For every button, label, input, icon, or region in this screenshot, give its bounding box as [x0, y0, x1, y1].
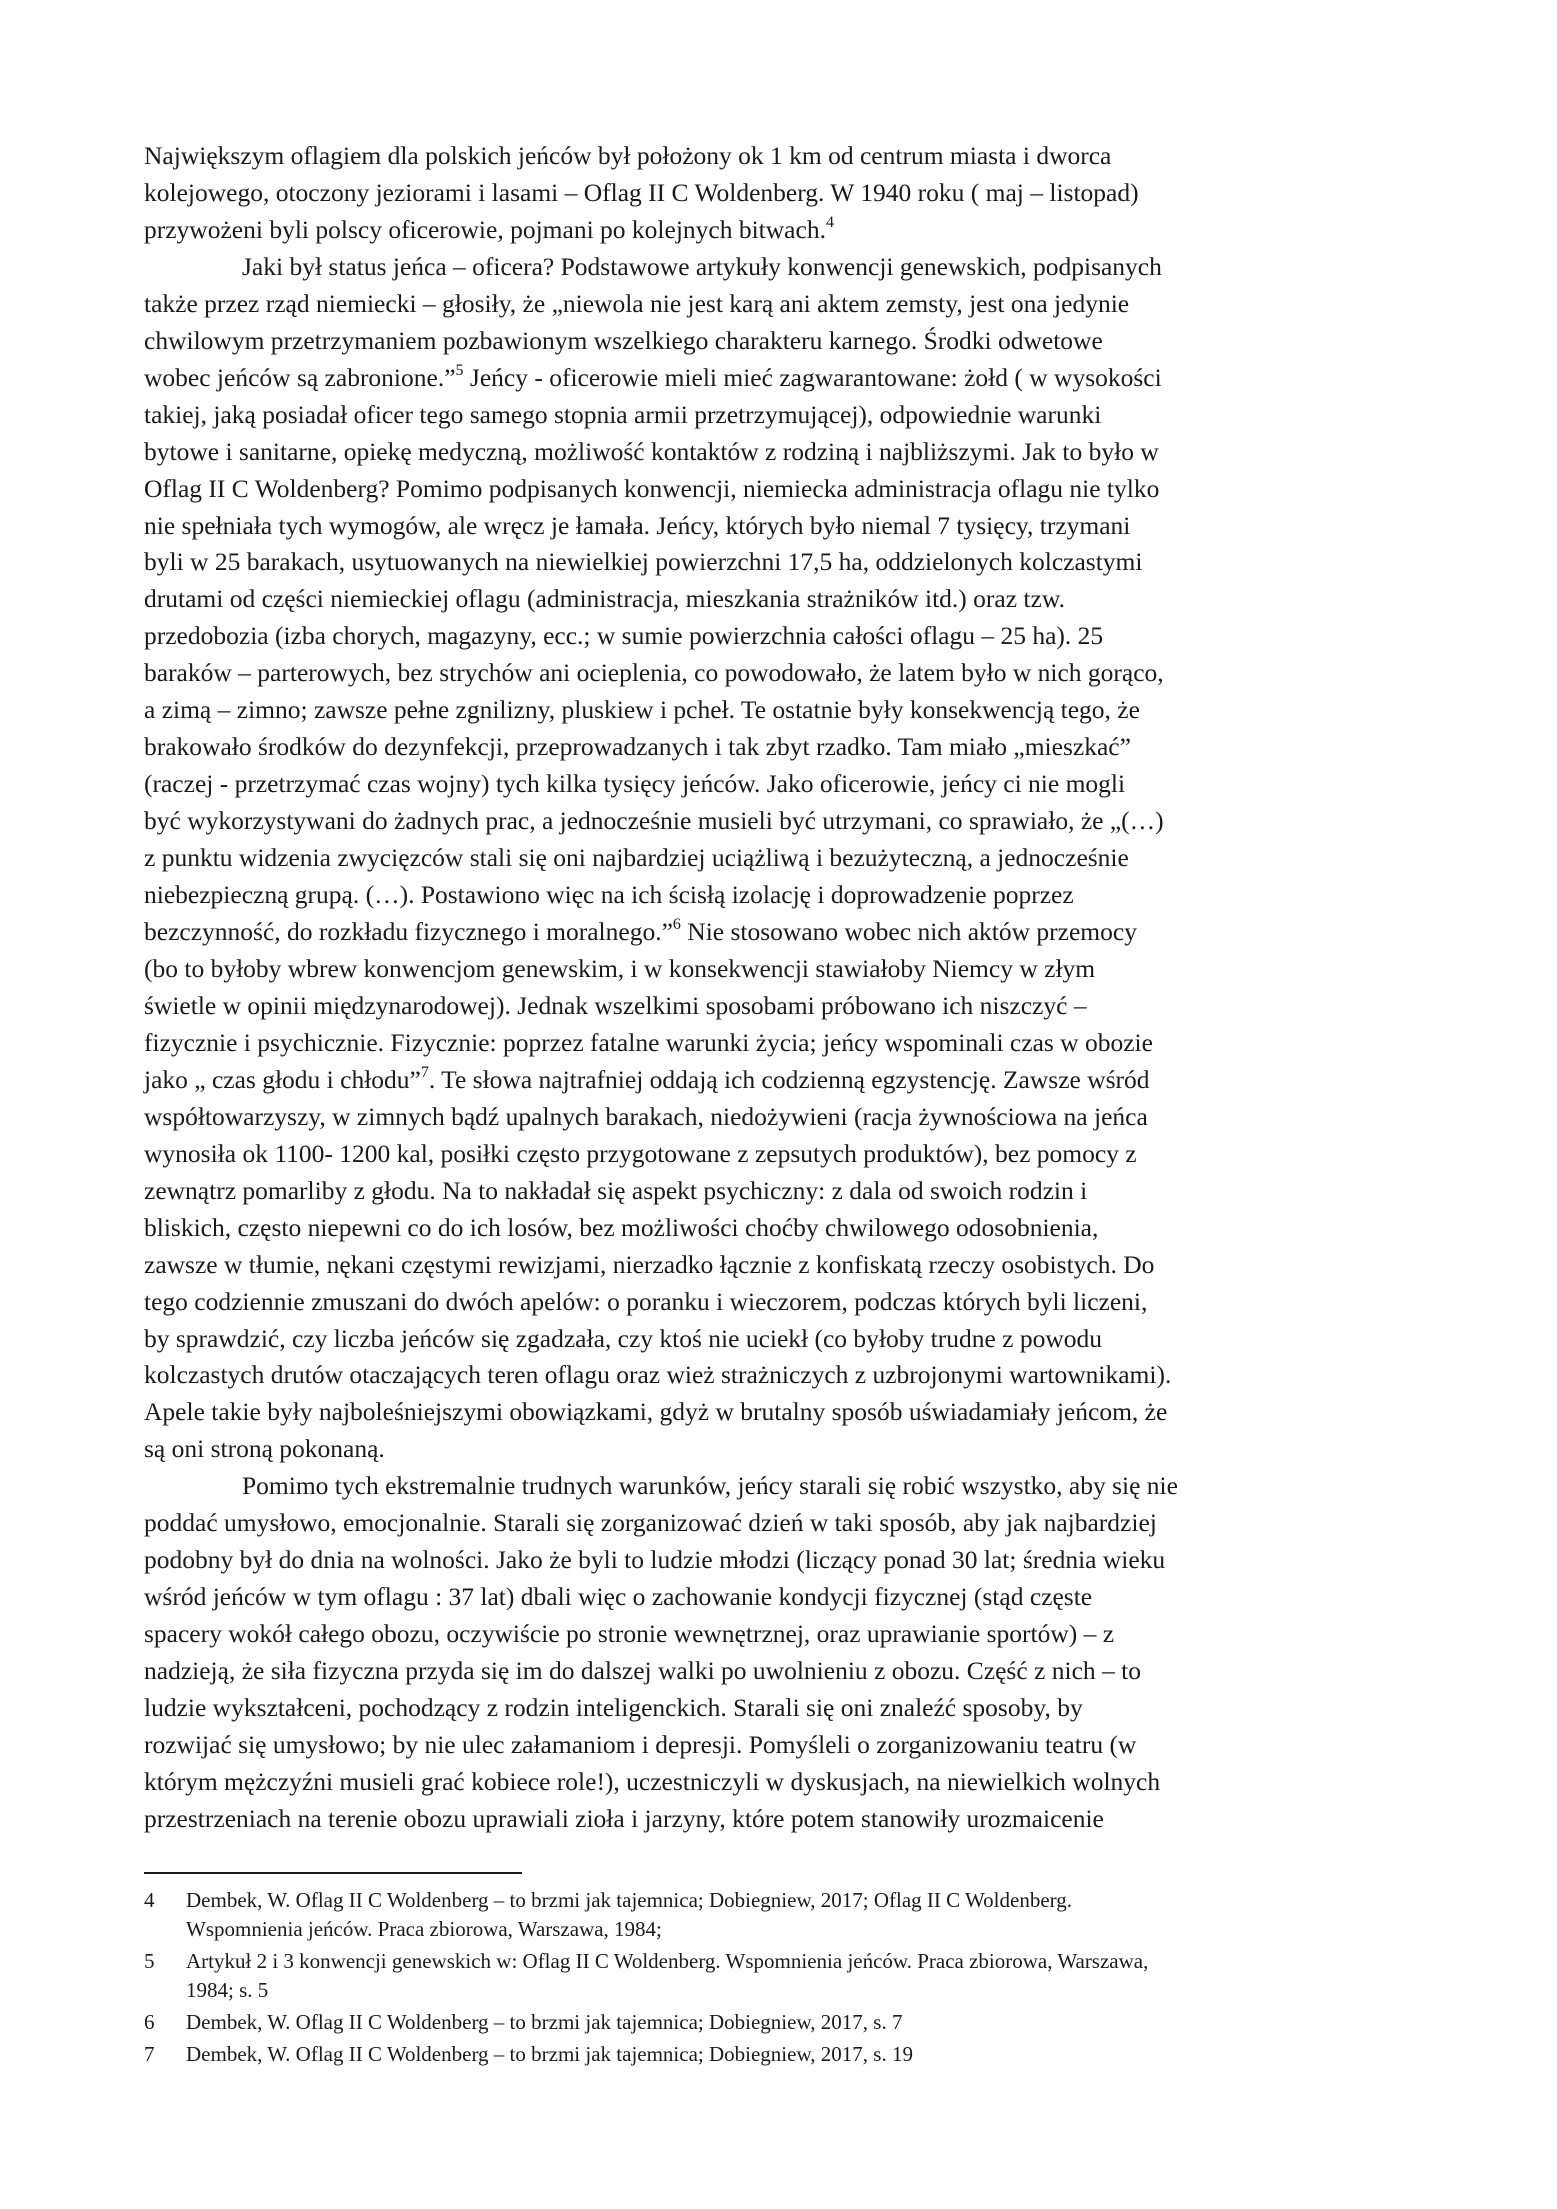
body-text	[144, 138, 1434, 1838]
text-segment: są oni stroną pokonaną.	[144, 1434, 385, 1464]
text-segment: Pomimo tych ekstremalnie trudnych warunków, jeńcy starali się robić wszystko, aby się nie	[242, 1471, 1178, 1501]
footnote-number: 7	[144, 2042, 155, 2066]
text-line	[144, 175, 1434, 212]
text-segment: . Te słowa najtrafniej oddają ich codzienną egzystencję. Zawsze wśród	[428, 1064, 1150, 1094]
text-line	[144, 1579, 1434, 1616]
text-segment: wśród jeńców w tym oflagu : 37 lat) dbali więc o zachowanie kondycji fizycznej (stąd częste	[144, 1582, 1093, 1612]
text-line	[144, 766, 1434, 803]
text-line	[144, 323, 1434, 360]
text-segment: współtowarzyszy, w zimnych bądź upalnych barakach, niedożywieni (racja żywnościowa na jeńca	[144, 1101, 1148, 1131]
text-segment: Oflag II C Woldenberg? Pomimo podpisanych konwencji, niemiecka administracja oflagu nie tylko	[144, 473, 1160, 503]
text-segment: Jaki był status jeńca – oficera? Podstawowe artykuły konwencji genewskich, podpisanych	[242, 251, 1162, 281]
text-segment: przywożeni byli polscy oficerowie, pojmani po kolejnych bitwach.	[144, 214, 826, 244]
text-line	[144, 951, 1434, 988]
text-line	[144, 1431, 1434, 1468]
text-line	[144, 434, 1434, 471]
text-segment: bezczynność, do rozkładu fizycznego i moralnego.”	[144, 917, 673, 947]
text-line	[144, 1025, 1434, 1062]
text-line	[144, 803, 1434, 840]
text-line	[144, 286, 1434, 323]
text-segment: spacery wokół całego obozu, oczywiście po stronie wewnętrznej, oraz uprawianie sportów) – z	[144, 1619, 1115, 1649]
text-line	[144, 138, 1434, 175]
text-segment: byli w 25 barakach, usytuowanych na niewielkiej powierzchni 17,5 ha, oddzielonych kolczastymi	[144, 547, 1143, 577]
text-line	[144, 397, 1434, 434]
footnote-text	[186, 1947, 1434, 2005]
text-line	[144, 1764, 1434, 1801]
text-segment: być wykorzystywani do żadnych prac, a jednocześnie musieli być utrzymani, co sprawiało, że „(…)	[144, 806, 1164, 836]
text-segment: rozwijać się umysłowo; by nie ulec załamaniom i depresji. Pomyśleli o zorganizowaniu teatru (w	[144, 1729, 1137, 1759]
text-segment: przedobozia (izba chorych, magazyny, ecc.; w sumie powierzchnia całości oflagu – 25 ha). 25	[144, 621, 1104, 651]
footnote-line: Artykuł 2 i 3 konwencji genewskich w: Oflag II C Woldenberg. Wspomnienia jeńców. Praca zbiorowa, Warszawa,	[186, 1949, 1149, 1973]
text-segment: zawsze w tłumie, nękani częstymi rewizjami, nierzadko łącznie z konfiskatą rzeczy osobistych. Do	[144, 1249, 1155, 1279]
text-segment: Jeńcy - oficerowie mieli mieć zagwarantowane: żołd ( w wysokości	[463, 362, 1162, 392]
text-line	[144, 1616, 1434, 1653]
text-segment: wynosiła ok 1100- 1200 kal, posiłki często przygotowane z zepsutych produktów), bez pomocy z	[144, 1138, 1137, 1168]
text-line	[144, 1468, 1434, 1505]
text-line	[144, 1690, 1434, 1727]
text-line	[144, 1173, 1434, 1210]
text-line	[144, 618, 1434, 655]
footnote-line: Dembek, W. Oflag II C Woldenberg – to brzmi jak tajemnica; Dobiegniew, 2017, s. 19	[186, 2042, 913, 2066]
text-line	[144, 212, 1434, 249]
paragraph	[144, 249, 1434, 1468]
text-line	[144, 249, 1434, 286]
text-line	[144, 914, 1434, 951]
footnote-number: 5	[144, 1949, 155, 1973]
text-line	[144, 1505, 1434, 1542]
text-line	[144, 1394, 1434, 1431]
text-segment: z punktu widzenia zwycięzców stali się oni najbardziej uciążliwą i bezużyteczną, a jednocześnie	[144, 843, 1129, 873]
text-line	[144, 1210, 1434, 1247]
text-line	[144, 508, 1434, 545]
footnote-line: Wspomnienia jeńców. Praca zbiorowa, Warszawa, 1984;	[186, 1917, 662, 1941]
text-segment: świetle w opinii międzynarodowej). Jednak wszelkimi sposobami próbowano ich niszczyć –	[144, 990, 1087, 1020]
footnotes	[144, 1886, 1434, 2072]
paragraph	[144, 1468, 1434, 1838]
text-segment: bytowe i sanitarne, opiekę medyczną, możliwość kontaktów z rodziną i najbliższymi. Jak to było w	[144, 436, 1159, 466]
text-segment: Apele takie były najboleśniejszymi obowiązkami, gdyż w brutalny sposób uświadamiały jeńcom, że	[144, 1397, 1168, 1427]
text-line	[144, 360, 1434, 397]
text-segment: a zimą – zimno; zawsze pełne zgnilizny, pluskiew i pcheł. Te ostatnie były konsekwencją tego, że	[144, 695, 1140, 725]
text-line	[144, 655, 1434, 692]
text-segment: kolejowego, otoczony jeziorami i lasami – Oflag II C Woldenberg. W 1940 roku ( maj – listopad)	[144, 177, 1139, 207]
text-segment: nie spełniała tych wymogów, ale wręcz je łamała. Jeńcy, których było niemal 7 tysięcy, trzymani	[144, 510, 1131, 540]
text-segment: brakowało środków do dezynfekcji, przeprowadzanych i tak zbyt rzadko. Tam miało „mieszkać”	[144, 732, 1131, 762]
text-segment: baraków – parterowych, bez strychów ani ocieplenia, co powodowało, że latem było w nich gorąco,	[144, 658, 1164, 688]
footnote-text	[186, 1886, 1434, 1944]
text-segment: fizycznie i psychicznie. Fizycznie: poprzez fatalne warunki życia; jeńcy wspominali czas w obozie	[144, 1027, 1153, 1057]
text-segment: Nie stosowano wobec nich aktów przemocy	[680, 917, 1137, 947]
footnote-text	[186, 2008, 1434, 2037]
footnote	[144, 1947, 1434, 2005]
text-line	[144, 1727, 1434, 1764]
footnote-line: Dembek, W. Oflag II C Woldenberg – to brzmi jak tajemnica; Dobiegniew, 2017, s. 7	[186, 2010, 903, 2034]
text-segment: przestrzeniach na terenie obozu uprawiali zioła i jarzyny, które potem stanowiły urozmaicenie	[144, 1803, 1104, 1833]
footnote-text	[186, 2040, 1434, 2069]
text-segment: podobny był do dnia na wolności. Jako że byli to ludzie młodzi (liczący ponad 30 lat; średnia wieku	[144, 1545, 1166, 1575]
text-segment: chwilowym przetrzymaniem pozbawionym wszelkiego charakteru karnego. Środki odwetowe	[144, 325, 1103, 355]
footnote	[144, 2008, 1434, 2037]
footnote-number: 6	[144, 2010, 155, 2034]
text-line	[144, 729, 1434, 766]
text-line	[144, 840, 1434, 877]
text-segment: drutami od części niemieckiej oflagu (administracja, mieszkania strażników itd.) oraz tzw.	[144, 584, 1065, 614]
footnote-separator	[144, 1872, 522, 1874]
text-segment: którym mężczyźni musieli grać kobiece role!), uczestniczyli w dyskusjach, na niewielkich wolnych	[144, 1766, 1161, 1796]
text-segment: nadzieją, że siła fizyczna przyda się im do dalszej walki po uwolnieniu z obozu. Część z nich – to	[144, 1656, 1141, 1686]
text-segment: (raczej - przetrzymać czas wojny) tych kilka tysięcy jeńców. Jako oficerowie, jeńcy ci nie mogli	[144, 769, 1126, 799]
footnote-reference: 5	[455, 361, 464, 379]
footnote-line: 1984; s. 5	[186, 1978, 269, 2002]
text-line	[144, 1321, 1434, 1358]
text-segment: (bo to byłoby wbrew konwencjom genewskim, i w konsekwencji stawiałoby Niemcy w złym	[144, 953, 1096, 983]
footnote-reference: 4	[825, 213, 834, 231]
text-segment: wobec jeńców są zabronione.”	[144, 362, 456, 392]
text-line	[144, 988, 1434, 1025]
text-line	[144, 1542, 1434, 1579]
text-segment: ludzie wykształceni, pochodzący z rodzin inteligenckich. Starali się oni znaleźć sposoby, by	[144, 1693, 1083, 1723]
text-line	[144, 877, 1434, 914]
footnote	[144, 2040, 1434, 2069]
text-line	[144, 1357, 1434, 1394]
paragraph	[144, 138, 1434, 249]
text-line	[144, 1247, 1434, 1284]
text-segment: jako „ czas głodu i chłodu”	[144, 1064, 421, 1094]
footnote-number: 4	[144, 1888, 155, 1912]
text-line	[144, 1062, 1434, 1099]
footnote-reference: 6	[672, 916, 681, 934]
text-segment: by sprawdzić, czy liczba jeńców się zgadzała, czy ktoś nie uciekł (co byłoby trudne z powodu	[144, 1323, 1103, 1353]
text-segment: zewnątrz pomarliby z głodu. Na to nakładał się aspekt psychiczny: z dala od swoich rodzin i	[144, 1175, 1088, 1205]
text-line	[144, 471, 1434, 508]
text-line	[144, 581, 1434, 618]
text-line	[144, 1284, 1434, 1321]
text-segment: kolczastych drutów otaczających teren oflagu oraz wież strażniczych z uzbrojonymi wartownikami).	[144, 1360, 1172, 1390]
footnote-line: Dembek, W. Oflag II C Woldenberg – to brzmi jak tajemnica; Dobiegniew, 2017; Oflag II C Woldenberg.	[186, 1888, 1073, 1912]
text-segment: poddać umysłowo, emocjonalnie. Starali się zorganizować dzień w taki sposób, aby jak najbardziej	[144, 1508, 1157, 1538]
footnote	[144, 1886, 1434, 1944]
text-segment: niebezpieczną grupą. (…). Postawiono więc na ich ścisłą izolację i doprowadzenie poprzez	[144, 880, 1074, 910]
text-line	[144, 692, 1434, 729]
footnote-reference: 7	[420, 1063, 429, 1081]
text-segment: bliskich, często niepewni co do ich losów, bez możliwości choćby chwilowego odosobnienia,	[144, 1212, 1099, 1242]
text-segment: także przez rząd niemiecki – głosiły, że „niewola nie jest karą ani aktem zemsty, jest ona jedynie	[144, 288, 1130, 318]
text-segment: takiej, jaką posiadał oficer tego samego stopnia armii przetrzymującej), odpowiednie warunki	[144, 399, 1102, 429]
text-line	[144, 544, 1434, 581]
text-line	[144, 1099, 1434, 1136]
text-line	[144, 1801, 1434, 1838]
text-line	[144, 1136, 1434, 1173]
text-segment: tego codziennie zmuszani do dwóch apelów: o poranku i wieczorem, podczas których byli liczeni,	[144, 1286, 1148, 1316]
text-line	[144, 1653, 1434, 1690]
text-segment: Największym oflagiem dla polskich jeńców był położony ok 1 km od centrum miasta i dworca	[144, 141, 1112, 170]
